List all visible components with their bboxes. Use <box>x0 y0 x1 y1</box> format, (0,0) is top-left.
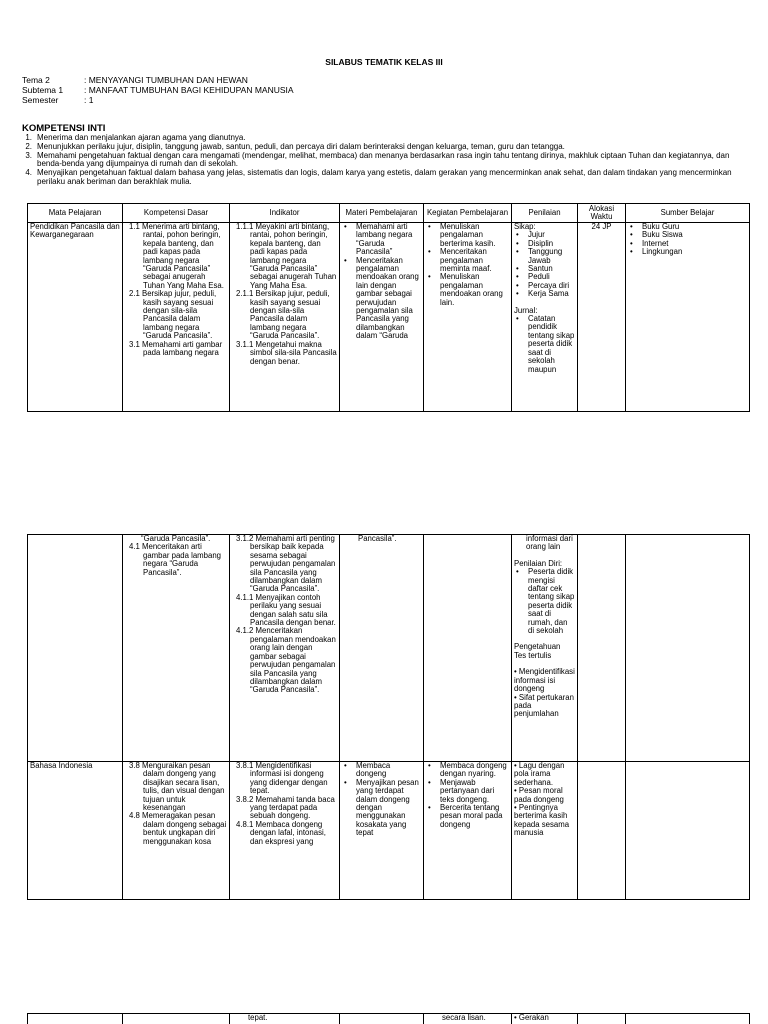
sikap-item: • Disiplin <box>514 240 575 248</box>
pengetahuan-label: Pengetahuan Tes tertulis <box>514 642 561 660</box>
header-penilaian: Penilaian <box>512 204 578 223</box>
cell-kd <box>123 762 230 900</box>
meta-key: Semester <box>22 95 59 105</box>
ki-text: Menerima dan menjalankan ajaran agama yang dianutnya. <box>37 133 246 142</box>
pengetahuan-item: • Mengidentifikasi informasi isi dongeng <box>514 667 575 694</box>
cell-alokasi <box>578 535 626 762</box>
ki-number: 2. <box>25 141 32 151</box>
cell-penilaian <box>512 223 578 412</box>
indikator-item: 3.8.1 Mengidentifikasi informasi isi dongeng yang didengar dengan tepat. <box>236 761 328 796</box>
sumber-item: • Buku Siswa <box>628 231 747 239</box>
syllabus-table-page-2 <box>27 534 750 900</box>
penilaian-continuation: Gerakan <box>518 1013 549 1022</box>
pengetahuan-item: • Sifat pertukaran pada penjumlahan <box>514 692 574 719</box>
table-row-ppkn <box>28 223 750 412</box>
cell-indikator <box>230 223 340 412</box>
pengetahuan-item: • Pesan moral pada dongeng <box>514 786 564 804</box>
ki-text: Menunjukkan perilaku jujur, disiplin, tanggung jawab, santun, peduli, dan percaya diri dalam berinteraksi dengan keluarga, teman, guru dan tetangga. <box>37 141 565 151</box>
pengetahuan-item: • Lagu dengan pola irama sederhana. <box>514 761 565 787</box>
cell-mapel: Bahasa Indonesia <box>28 762 123 900</box>
sumber-item: • Buku Guru <box>628 223 747 231</box>
cell-indikator <box>230 1014 340 1024</box>
indikator-item: 4.1.2 Menceritakan pengalaman mendoakan orang lain dengan gambar sebagai perwujudan pengamalan sila Pancasila yang dilambangkan dalam “Garuda Pancasila”. <box>236 626 336 695</box>
cell-kegiatan <box>424 1014 512 1024</box>
ki-text: Menyajikan pengetahuan faktual dalam bahasa yang jelas, sistematis dan logis, dalam karya yang estetis, dalam gerakan yang mencerminkan anak sehat, dan dalam tindakan yang mencerminkan perilaku anak beriman dan berakhlak mulia. <box>37 168 732 186</box>
meta-tema <box>22 75 294 85</box>
indikator-item: 4.8.1 Membaca dongeng dengan lafal, intonasi, dan ekspresi yang <box>236 819 326 846</box>
ki-item <box>22 169 748 187</box>
cell-kegiatan <box>424 762 512 900</box>
penilaian-continuation: informasi dari orang lain <box>526 534 573 552</box>
cell-sumber <box>626 223 750 412</box>
kd-item: 4.8 Memeragakan pesan dalam dongeng sebagai bentuk ungkapan diri menggunakan kosa <box>129 811 227 846</box>
meta-key: Subtema 1 <box>22 85 64 95</box>
cell-mapel <box>28 535 123 762</box>
kd-item: 3.8 Menguraikan pesan dalam dongeng yang disajikan secara lisan, tulis, dan visual dengan tujuan untuk kesenangan <box>129 761 225 813</box>
header-kd: Kompetensi Dasar <box>123 204 230 223</box>
materi-continuation: Pancasila”. <box>358 534 397 543</box>
kegiatan-item: • Menjawab pertanyaan dari teks dongeng. <box>426 779 509 804</box>
cell-kd <box>123 535 230 762</box>
sikap-item: • Peduli <box>514 273 575 281</box>
cell-penilaian <box>512 762 578 900</box>
ki-number: 3. <box>25 150 32 160</box>
ki-text: Memahami pengetahuan faktual dengan cara mengamati (mendengar, melihat, membaca) dan menanya berdasarkan rasa ingin tahu tentang dirinya, makhluk ciptaan Tuhan dan kegiatannya, dan benda-benda yang dijumpainya di rumah dan di sekolah. <box>37 150 730 169</box>
cell-materi <box>340 223 424 412</box>
header-kegiatan: Kegiatan Pembelajaran <box>424 204 512 223</box>
header-alokasi: Alokasi Waktu <box>578 204 626 223</box>
cell-kd <box>123 223 230 412</box>
table-row-bahasa-indonesia <box>28 762 750 900</box>
meta-value: : 1 <box>84 95 94 105</box>
cell-sumber <box>626 1014 750 1024</box>
cell-kd <box>123 1014 230 1024</box>
pengetahuan-item-text: Lagu dengan pola irama sederhana. <box>514 761 565 787</box>
indikator-item: 3.1.2 Memahami arti penting bersikap baik kepada sesama sebagai perwujudan pengamalan sila Pancasila yang dilambangkan dalam “Garuda Pancasila”. <box>236 534 336 594</box>
table-header-row <box>28 204 750 223</box>
kd-item: 2.1 Bersikap jujur, peduli, kasih sayang sesuai dengan sila-sila Pancasila dalam lambang negara “Garuda Pancasila”. <box>129 289 217 341</box>
header-mapel: Mata Pelajaran <box>28 204 123 223</box>
materi-item: • Memahami arti lambang negara “Garuda Pancasila” <box>342 223 421 257</box>
kd-continuation: “Garuda Pancasila”. <box>141 534 211 543</box>
kegiatan-item: • Menceritakan pengalaman meminta maaf. <box>426 248 509 273</box>
kegiatan-item: • Menuliskan pengalaman mendoakan orang lain. <box>426 273 509 307</box>
table-row-cont <box>28 1014 750 1024</box>
meta-key: Tema 2 <box>22 75 50 85</box>
header-materi: Materi Pembelajaran <box>340 204 424 223</box>
jurnal-label: Jurnal: <box>514 305 538 315</box>
ki-item <box>22 152 748 170</box>
syllabus-table-page-1 <box>27 203 750 412</box>
jurnal-item: • Catatan pendidik tentang sikap peserta didik saat di sekolah maupun <box>514 315 575 374</box>
ki-number: 1. <box>25 133 32 142</box>
penilaian-diri-item: • Peserta didik mengisi daftar cek tentang sikap peserta didik saat di rumah, dan di sekolah <box>514 568 575 635</box>
kegiatan-continuation: secara lisan. <box>442 1013 486 1022</box>
meta-value: : MANFAAT TUMBUHAN BAGI KEHIDUPAN MANUSIA <box>84 85 294 95</box>
pengetahuan-item-text: Pesan moral pada dongeng <box>514 786 564 804</box>
cell-mapel: Pendidikan Pancasila dan Kewarganegaraan <box>28 223 123 412</box>
header-sumber: Sumber Belajar <box>626 204 750 223</box>
syllabus-table-page-3 <box>27 1013 750 1024</box>
cell-indikator <box>230 762 340 900</box>
meta-block <box>22 75 294 105</box>
indikator-item: 3.8.2 Memahami tanda baca yang terdapat pada sebuah dongeng. <box>236 794 335 821</box>
sikap-item: • Santun <box>514 265 575 273</box>
cell-alokasi: 24 JP <box>578 223 626 412</box>
indikator-item: 3.1.1 Mengetahui makna simbol sila-sila Pancasila dengan benar. <box>236 339 337 366</box>
kompetensi-inti-heading: KOMPETENSI INTI <box>22 123 106 134</box>
kegiatan-item: • Menuliskan pengalaman berterima kasih. <box>426 223 509 248</box>
kegiatan-item: • Membaca dongeng dengan nyaring. <box>426 762 509 779</box>
cell-sumber <box>626 535 750 762</box>
cell-alokasi <box>578 1014 626 1024</box>
pengetahuan-item: • Pentingnya berterima kasih kepada sesama manusia <box>514 803 570 838</box>
sikap-item: • Kerja Sama <box>514 290 575 298</box>
cell-mapel <box>28 1014 123 1024</box>
kd-item: 3.1 Memahami arti gambar pada lambang negara <box>129 339 223 358</box>
materi-item: • Menyajikan pesan yang terdapat dalam dongeng dengan menggunakan kosakata yang tepat <box>342 779 421 838</box>
header-indikator: Indikator <box>230 204 340 223</box>
cell-kegiatan <box>424 223 512 412</box>
meta-semester <box>22 95 294 105</box>
sumber-item: • Internet <box>628 240 747 248</box>
document-title: SILABUS TEMATIK KELAS III <box>325 57 443 67</box>
materi-item: • Menceritakan pengalaman mendoakan orang lain dengan gambar sebagai perwujudan pengamalan sila Pancasila yang dilambangkan dalam “Garuda <box>342 257 421 341</box>
indikator-item: 4.1.1 Menyajikan contoh perilaku yang sesuai dengan salah satu sila Pancasila dengan benar. <box>236 592 336 628</box>
cell-indikator <box>230 535 340 762</box>
penilaian-diri-label: Penilaian Diri: <box>514 558 563 568</box>
kd-item: 4.1 Menceritakan arti gambar pada lambang negara “Garuda Pancasila”. <box>129 542 222 577</box>
pengetahuan-item-text: Pentingnya berterima kasih kepada sesama manusia <box>514 803 570 838</box>
cell-sumber <box>626 762 750 900</box>
penilaian-sikap-label: Sikap: <box>514 222 536 231</box>
sikap-item: • Percaya diri <box>514 282 575 290</box>
cell-materi <box>340 535 424 762</box>
cell-penilaian: • Gerakan <box>512 1014 578 1024</box>
meta-value: : MENYAYANGI TUMBUHAN DAN HEWAN <box>84 75 248 85</box>
kd-item: 1.1 Menerima arti bintang, rantai, pohon beringin, kepala banteng, dan padi kapas pada lambang negara “Garuda Pancasila” sebagai anugerah Tuhan Yang Maha Esa. <box>129 222 224 290</box>
cell-penilaian <box>512 535 578 762</box>
indikator-item: 1.1.1 Meyakini arti bintang, rantai, pohon beringin, kepala banteng, dan padi kapas pada lambang negara “Garuda Pancasila” sebagai anugerah Tuhan Yang Maha Esa. <box>236 222 337 290</box>
sikap-item: • Tanggung Jawab <box>514 248 575 265</box>
cell-materi <box>340 762 424 900</box>
materi-item: • Membaca dongeng <box>342 762 421 779</box>
meta-subtema <box>22 85 294 95</box>
cell-kegiatan <box>424 535 512 762</box>
sumber-item: • Lingkungan <box>628 248 747 256</box>
kegiatan-item: • Bercerita tentang pesan moral pada dongeng <box>426 804 509 829</box>
kompetensi-inti-list <box>22 134 748 187</box>
indikator-continuation: tepat. <box>248 1013 268 1022</box>
cell-materi <box>340 1014 424 1024</box>
indikator-item: 2.1.1 Bersikap jujur, peduli, kasih sayang sesuai dengan sila-sila Pancasila dalam lambang negara “Garuda Pancasila”. <box>236 289 330 341</box>
sikap-item: • Jujur <box>514 231 575 239</box>
table-row-ppkn-cont <box>28 535 750 762</box>
cell-alokasi <box>578 762 626 900</box>
ki-number: 4. <box>25 168 32 178</box>
